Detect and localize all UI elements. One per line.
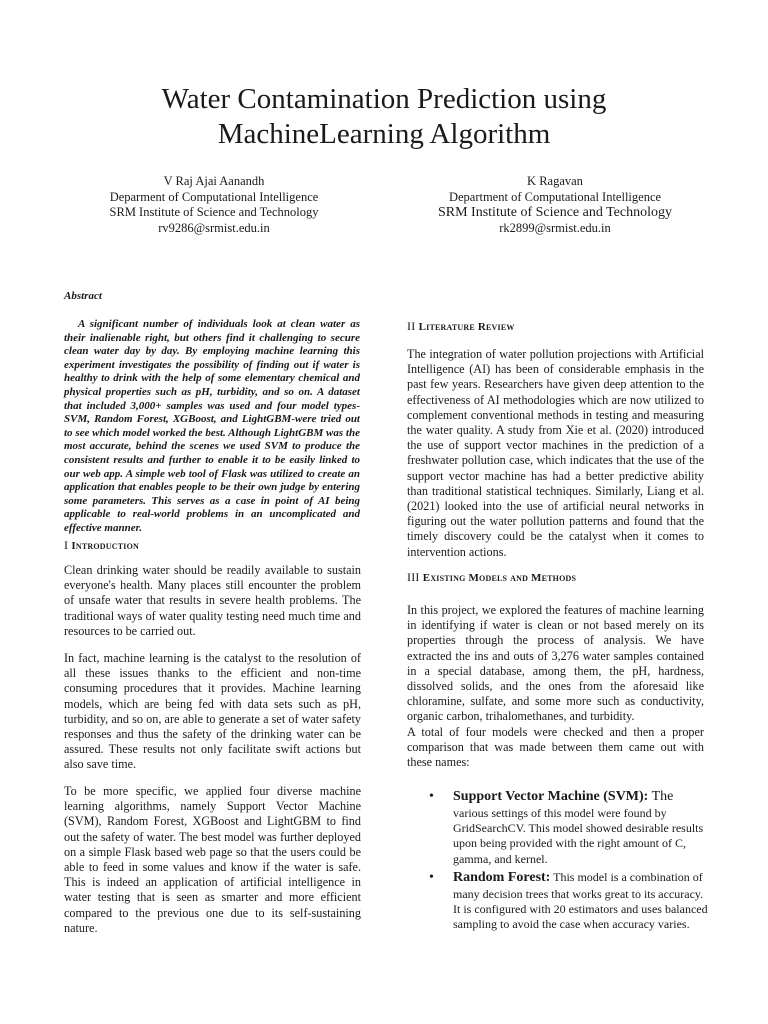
section-number: II <box>407 319 419 333</box>
author-name: V Raj Ajai Aanandh <box>163 174 265 188</box>
section-number: I <box>64 538 72 552</box>
section-heading-introduction <box>64 538 139 553</box>
bullet-lead <box>453 789 673 804</box>
paper-title: Water Contamination Prediction using MachineLearning Algorithm <box>161 83 607 150</box>
author-block-1 <box>64 174 364 236</box>
list-item <box>425 788 710 867</box>
author-institution: SRM Institute of Science and Technology <box>437 205 672 220</box>
existing-paragraph-2: A total of four models were checked and then a proper comparison that was made between them came out with these names: <box>407 725 704 770</box>
model-bullet-list <box>425 788 710 934</box>
author-department: Department of Computational Intelligence <box>448 189 662 204</box>
intro-paragraph-3: To be more specific, we applied four diverse machine learning algorithms, namely Support Vector Machine (SVM), Random Forest, XGBoost and LightGBM to find out the safety of water. The best model was further deployed on a simple Flask based web page so that the users could be able to feed in some values and know if the water is safe. This is indeed an application of artificial intelligence in water testing that is seen as smarter and more efficient compared to the previous one due to its self-sustaining nature. <box>64 784 361 935</box>
bullet-text: This model is a combination of many decision trees that works great to its accuracy. It is configured with 20 estimators and uses balanced sampling to avoid the case when accuracy varies. <box>453 869 708 932</box>
list-item <box>425 869 710 933</box>
author-name: K Ragavan <box>527 174 583 188</box>
bullet-icon: • <box>429 869 434 885</box>
bullet-text: various settings of this model were found by GridSearchCV. This model showed desirable results upon being provided with the right amount of C, gamma, and kernel. <box>453 806 704 866</box>
section-title: Literature Review <box>418 321 515 333</box>
bullet-lead <box>453 870 550 885</box>
bullet-bold-term: Random Forest: <box>453 869 551 885</box>
section-number: III <box>407 570 423 584</box>
author-block-2 <box>405 174 705 237</box>
bullet-bold-term: Support Vector Machine (SVM): <box>453 789 649 804</box>
author-email: rk2899@srmist.edu.in <box>499 221 611 235</box>
section-title: Introduction <box>71 540 139 552</box>
bullet-lead-rest: The <box>648 789 674 804</box>
abstract-heading: Abstract <box>64 290 102 302</box>
intro-paragraph-1: Clean drinking water should be readily available to sustain everyone's health. Many places still encounter the problem of unsafe water that results in severe health problems. The traditional ways of water quality testing need much time and resources to be carried out. <box>64 563 361 638</box>
author-department: Deparment of Computational Intelligence <box>109 189 319 204</box>
literature-paragraph-1: The integration of water pollution projections with Artificial Intelligence (AI) has been of considerable emphasis in the past few years. Researchers have given deep attention to the effectiveness of AI methodologies which are now utilized to complement conventional methods in testing and measuring the water quality. A study from Xie et al. (2020) introduced the use of support vector machines in the prediction of a freshwater pollution case, which indicates that the use of the support vector machine has had a better predictive ability than traditional statistical techniques. Similarly, Liang et al. (2021) looked into the use of artificial neural networks in figuring out the water pollution patterns and found that the timely discovery could be the catalyst when it comes to intervention actions. <box>407 347 704 559</box>
author-email: rv9286@srmist.edu.in <box>158 220 270 235</box>
existing-paragraph-1: In this project, we explored the features of machine learning in identifying if water is clean or not based merely on its properties through the process of analysis. We have extracted the ins and outs of 3,276 water samples contained in a special database, among them, the pH, hardness, dissolved solids, and the ones from the aforesaid like chloramine, sulfate, and some more such as conductivity, organic carbon, trihalomethanes, and turbidity. <box>407 603 704 724</box>
author-institution: SRM Institute of Science and Technology <box>109 205 319 219</box>
section-title: Existing Models and Methods <box>422 572 577 584</box>
bullet-icon: • <box>429 789 434 804</box>
section-heading-existing-models <box>407 570 576 585</box>
intro-paragraph-2: In fact, machine learning is the catalyst to the resolution of all these issues thanks to the efficient and non-time consuming procedures that it provides. Machine learning models, which are being fed with data sets such as pH, turbidity, and so on, are able to generate a set of water safety responses and thus the safety of the drinking water can be assured. These results not only facilitate swift actions but also save time. <box>64 651 361 772</box>
section-heading-literature-review <box>407 319 515 334</box>
abstract-text: A significant number of individuals look at clean water as their inalienable right, but others find it challenging to secure clean water day by day. By employing machine learning this experiment investigates the possibility of finding out if water is healthy to drink with the help of some elementary chemical and physical properties such as pH, turbidity, and so on. A dataset that included 3,000+ samples was used and four model types-SVM, Random Forest, XGBoost, and LightGBM-were tried out to see which model worked the best. Although LightGBM was the most accurate, behind the scenes we used SVM to produce the consistent results and further to enable it to be easily linked to our web app. A simple web tool of Flask was utilized to create an application that enables people to be their own judge by entering some parameters. This serves as a case in point of AI being applicable to real-world problems in an uncomplicated and effective manner. <box>64 318 360 534</box>
